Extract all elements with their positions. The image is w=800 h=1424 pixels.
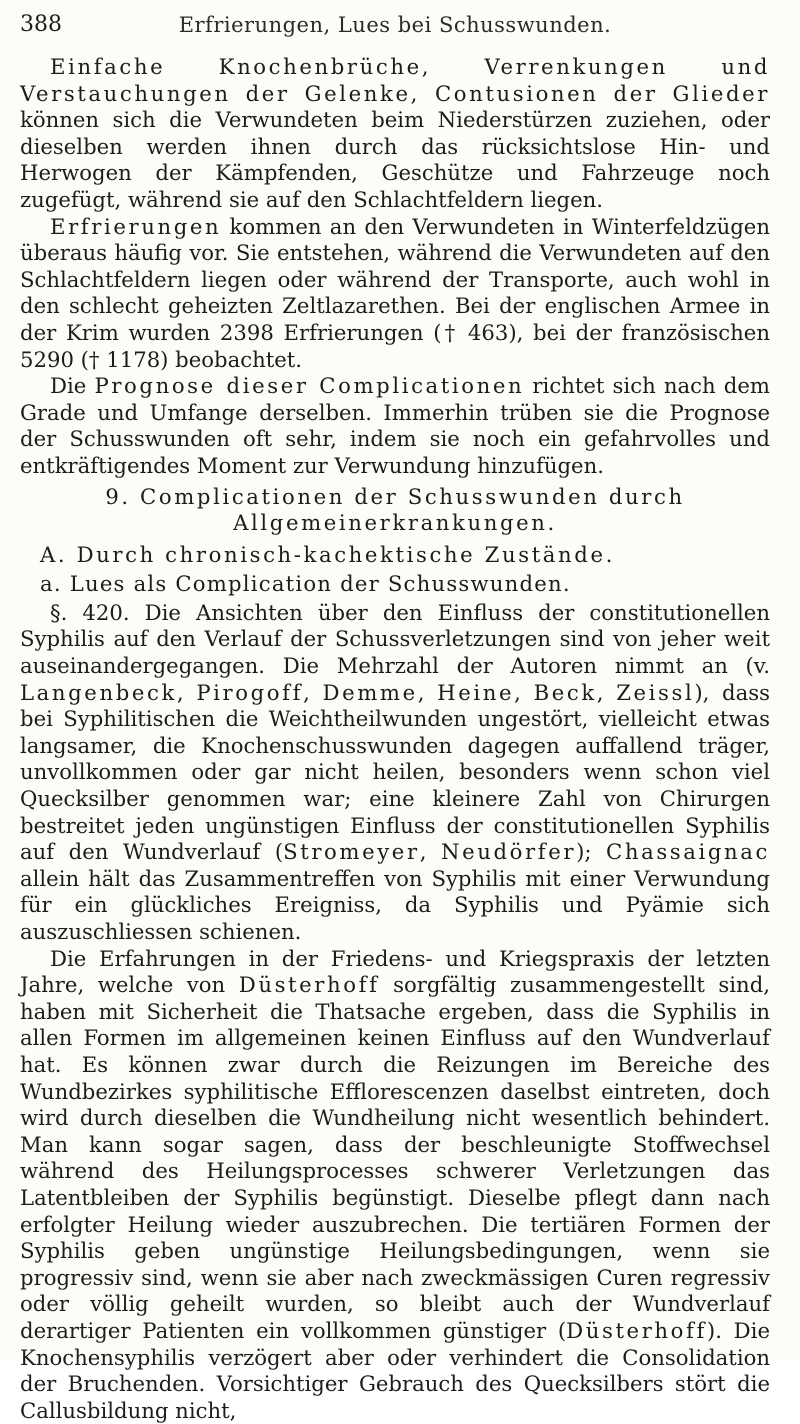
- author-name: Zeissl: [616, 679, 695, 705]
- separator: ,: [176, 679, 197, 705]
- author-name: Beck: [533, 679, 597, 705]
- section-heading: 9. Complicationen der Schusswunden durch Allgemeinerkrankungen.: [105, 483, 685, 536]
- spaced-term: Erfrierungen: [50, 213, 222, 239]
- paragraph-section-420: [20, 600, 770, 946]
- paragraph-text: ). Die Knochensyphilis verzögert aber oder verhindert die Consolidation der Bruchenden. Vorsichtiger Gebrauch des Quecksilbers stört die Callusbildung nicht,: [20, 1317, 770, 1423]
- separator: ,: [596, 679, 617, 705]
- author-name: Heine: [437, 679, 515, 705]
- author-name: Düsterhoff: [238, 972, 380, 998]
- running-title: Erfrierungen, Lues bei Schusswunden.: [178, 13, 612, 37]
- author-name: Stromeyer: [283, 839, 420, 865]
- author-name: Chassaignac: [606, 839, 770, 865]
- paragraph-frostbite: [20, 214, 770, 374]
- paragraph-prognosis: [20, 373, 770, 479]
- paragraph-text: sorgfältig zusammengestellt sind, haben mit Sicherheit die Thatsache ergeben, dass die Syphilis in allen Formen im allgemeinen keinen Einfluss auf den Wundverlauf hat. Es können zwar durch die Reizungen im Bereiche des Wundbezirkes syphilitische Efflorescenzen daselbst eintreten, doch wird durch dieselben die Wundheilung nicht wesentlich behindert. Man kann sogar sagen, dass der beschleunigte Stoffwechsel während des Heilungsprocesses schwerer Verletzungen das Latentbleiben der Syphilis begünstigt. Dieselbe pflegt dann nach erfolgter Heilung wieder auszubrechen. Die tertiären Formen der Syphilis geben ungünstige Heilungsbedingungen, wenn sie progressiv sind, wenn sie aber nach zweckmässigen Curen regressiv oder völlig geheilt wurden, so bleibt auch der Wundverlauf derartiger Patienten ein vollkommen günstiger (: [20, 972, 770, 1343]
- paragraph-text: §. 420. Die Ansichten über den Einfluss der constitutionellen Syphilis auf den Verlauf der Schussverletzungen sind von jeher weit auseinandergegangen. Die Mehrzahl der Autoren nimmt an (v.: [20, 599, 770, 679]
- page-number: 388: [20, 12, 62, 37]
- separator: ,: [419, 839, 441, 865]
- paragraph-text: Die Erfahrungen in der Friedens- und Kriegspraxis der letzten Jahre, welche von: [20, 945, 770, 998]
- paragraph-text: ), dass bei Syphilitischen die Weichtheilwunden ungestört, vielleicht etwas langsamer, die Knochenschusswunden dagegen auffallend träger, unvollkommen oder gar nicht heilen, besonders wenn schon viel Quecksilber genommen war; eine kleinere Zahl von Chirurgen bestreitet jeden ungünstigen Einfluss der constitutionellen Syphilis auf den Wundverlauf (: [20, 679, 770, 865]
- author-name: Langenbeck: [20, 679, 177, 705]
- author-name: Pirogoff: [196, 679, 304, 705]
- paragraph-text: richtet sich nach dem Grade und Umfange derselben. Immerhin trüben sie die Prognose der Schusswunden oft sehr, indem sie noch ein gefahrvolles und entkräftigendes Moment zur Verwundung hinzufügen.: [20, 373, 771, 478]
- running-head: [20, 12, 770, 42]
- paragraph-text: allein hält das Zusammentreffen von Syphilis mit einer Verwundung für ein glückliches Ereigniss, da Syphilis und Pyämie sich auszuschliessen schienen.: [20, 865, 770, 944]
- author-name: Demme: [322, 679, 418, 705]
- paragraph-text: kommen an den Verwundeten in Winterfeldzügen überaus häufig vor. Sie entstehen, während die Verwundeten auf den Schlachtfeldern liegen oder während der Transporte, auch wohl in den schlecht geheizten Zeltlazarethen. Bei der englischen Armee in der Krim wurden 2398 Erfrierungen († 463), bei der französischen 5290 († 1178) beobachtet.: [20, 213, 770, 372]
- paragraph-fractures: [20, 54, 770, 214]
- author-name: Neudörfer: [440, 839, 577, 865]
- paragraph-text: Die: [50, 373, 95, 399]
- subsection-heading-a: A. Durch chronisch-kachektische Zustände.: [40, 541, 615, 567]
- separator: ,: [303, 679, 323, 705]
- spaced-term: Einfache Knochenbrüche, Verrenkungen und Verstauchungen der Gelenke, Contusionen der Glieder: [20, 54, 770, 106]
- separator: );: [576, 839, 607, 865]
- author-name: Düsterhoff: [566, 1317, 707, 1343]
- separator: ,: [514, 679, 534, 705]
- paragraph-experience: [20, 946, 770, 1424]
- subsection-heading-b: a. Lues als Complication der Schusswunden.: [40, 571, 571, 597]
- paragraph-text: können sich die Verwundeten beim Niederstürzen zuziehen, oder dieselben werden ihnen durch das rücksichtslose Hin- und Herwogen der Kämpfenden, Geschütze und Fahrzeuge noch zugefügt, während sie auf den Schlachtfeldern liegen.: [20, 107, 770, 212]
- separator: ,: [417, 679, 438, 705]
- spaced-term: Prognose dieser Complicationen: [94, 373, 525, 399]
